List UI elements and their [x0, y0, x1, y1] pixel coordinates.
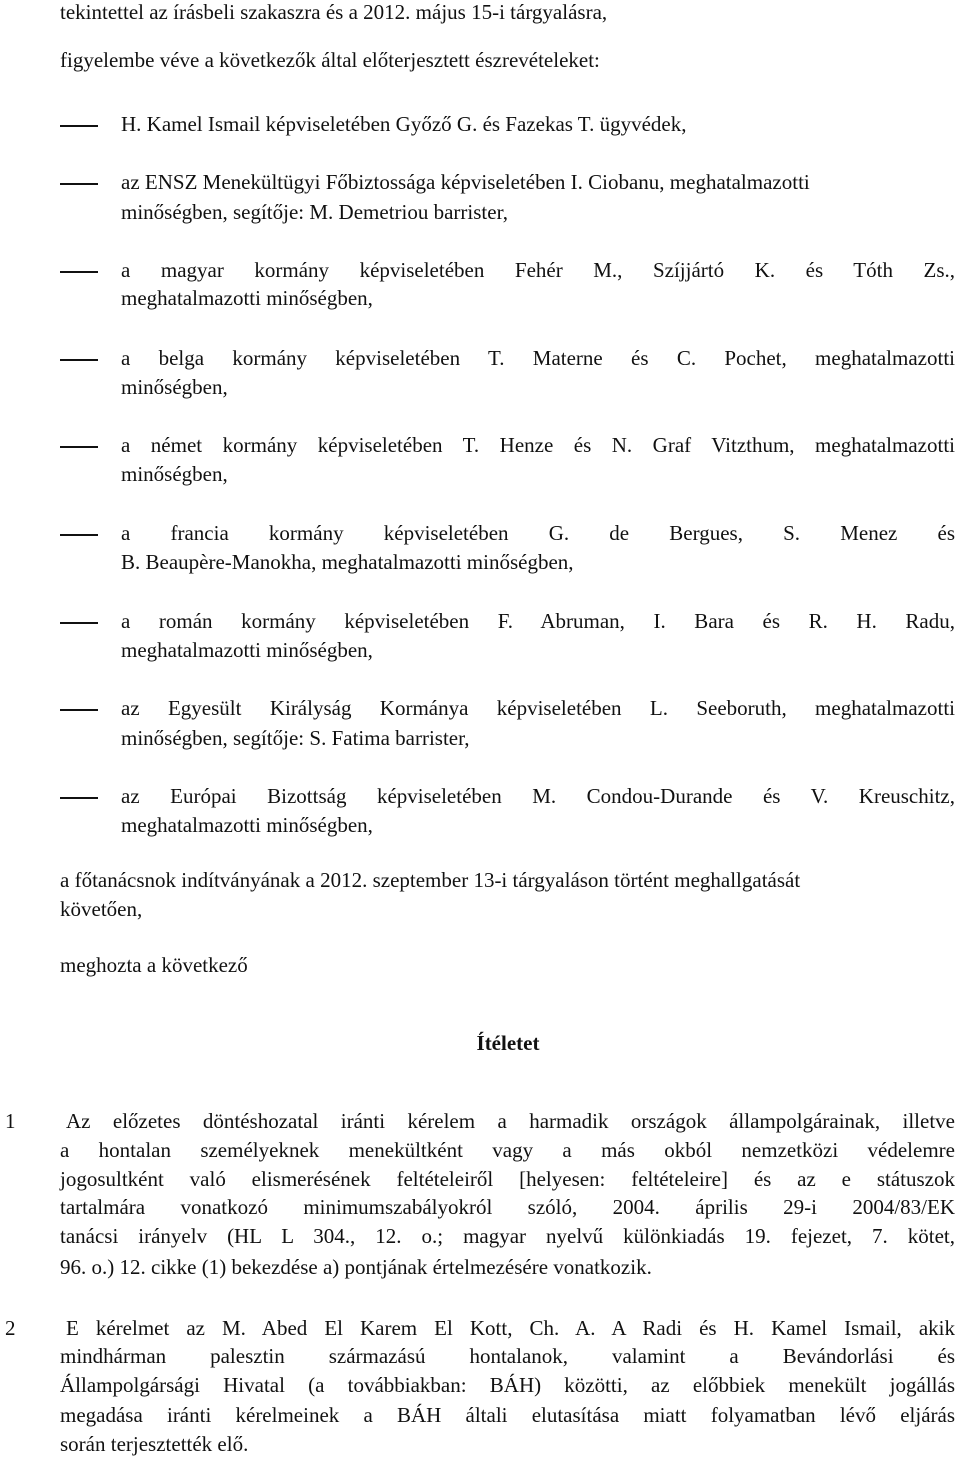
- list-item-continuation: minőségben,: [121, 375, 228, 399]
- paragraph-line: mindhárman palesztin származású hontalanok, valamint a Bevándorlási és: [60, 1344, 955, 1368]
- list-item: a magyar kormány képviseletében Fehér M., Szíjjártó K. és Tóth Zs.,: [121, 258, 955, 282]
- list-item: a belga kormány képviseletében T. Materne és C. Pochet, meghatalmazotti: [121, 346, 955, 370]
- list-item-continuation: minőségben, segítője: M. Demetriou barrister,: [121, 200, 508, 224]
- paragraph-line: tartalmára vonatkozó minimumszabályokról szóló, 2004. április 29-i 2004/83/EK: [60, 1195, 955, 1219]
- list-item-continuation: meghatalmazotti minőségben,: [121, 286, 373, 310]
- judgment-heading: Ítéletet: [476, 1031, 540, 1055]
- dash-bullet: [60, 709, 98, 711]
- hearing-line: követően,: [60, 897, 143, 921]
- paragraph-line: jogosultként való elismerésének feltételeiről [helyesen: feltételeire] és az e státuszok: [60, 1167, 955, 1191]
- paragraph-line: megadása iránti kérelmeinek a BÁH általi elutasítása miatt folyamatban lévő eljárás: [60, 1403, 955, 1427]
- list-item: a román kormány képviseletében F. Abruman, I. Bara és R. H. Radu,: [121, 609, 955, 633]
- dash-bullet: [60, 446, 98, 448]
- paragraph-line: tanácsi irányelv (HL L 304., 12. o.; magyar nyelvű különkiadás 19. fejezet, 7. kötet,: [60, 1224, 955, 1248]
- intro-line: figyelembe véve a következők által előterjesztett észrevételeket:: [60, 48, 600, 72]
- dash-bullet: [60, 183, 98, 185]
- list-item: a német kormány képviseletében T. Henze és N. Graf Vitzthum, meghatalmazotti: [121, 433, 955, 457]
- list-item-continuation: meghatalmazotti minőségben,: [121, 813, 373, 837]
- delivers-text: meghozta a következő: [60, 953, 248, 977]
- list-item-continuation: meghatalmazotti minőségben,: [121, 638, 373, 662]
- dash-bullet: [60, 125, 98, 127]
- hearing-line: a főtanácsnok indítványának a 2012. szeptember 13-i tárgyaláson történt meghallgatását: [60, 868, 801, 892]
- paragraph-line: során terjesztették elő.: [60, 1432, 249, 1456]
- paragraph-line: a hontalan személyeknek menekültként vagy a más okból nemzetközi védelemre: [60, 1138, 955, 1162]
- list-item: az ENSZ Menekültügyi Főbiztossága képviseletében I. Ciobanu, meghatalmazotti: [121, 170, 810, 194]
- dash-bullet: [60, 534, 98, 536]
- paragraph-line: Az előzetes döntéshozatal iránti kérelem a harmadik országok állampolgárainak, illetve: [66, 1109, 955, 1133]
- paragraph-line: Állampolgársági Hivatal (a továbbiakban: BÁH) közötti, az előbbiek menekült jogállás: [60, 1373, 955, 1397]
- dash-bullet: [60, 359, 98, 361]
- paragraph-number: 2: [5, 1316, 16, 1340]
- list-item: a francia kormány képviseletében G. de Bergues, S. Menez és: [121, 521, 955, 545]
- dash-bullet: [60, 797, 98, 799]
- list-item: H. Kamel Ismail képviseletében Győző G. és Fazekas T. ügyvédek,: [121, 112, 687, 136]
- paragraph-line: E kérelmet az M. Abed El Karem El Kott, Ch. A. A Radi és H. Kamel Ismail, akik: [66, 1316, 955, 1340]
- paragraph-line: 96. o.) 12. cikke (1) bekezdése a) pontjának értelmezésére vonatkozik.: [60, 1255, 652, 1279]
- list-item-continuation: minőségben, segítője: S. Fatima barrister,: [121, 726, 470, 750]
- list-item-continuation: minőségben,: [121, 462, 228, 486]
- dash-bullet: [60, 271, 98, 273]
- dash-bullet: [60, 622, 98, 624]
- list-item: az Egyesült Királyság Kormánya képviseletében L. Seeboruth, meghatalmazotti: [121, 696, 955, 720]
- list-item-continuation: B. Beaupère-Manokha, meghatalmazotti minőségben,: [121, 550, 574, 574]
- list-item: az Európai Bizottság képviseletében M. Condou-Durande és V. Kreuschitz,: [121, 784, 955, 808]
- paragraph-number: 1: [5, 1109, 16, 1133]
- intro-line: tekintettel az írásbeli szakaszra és a 2012. május 15-i tárgyalásra,: [60, 0, 608, 24]
